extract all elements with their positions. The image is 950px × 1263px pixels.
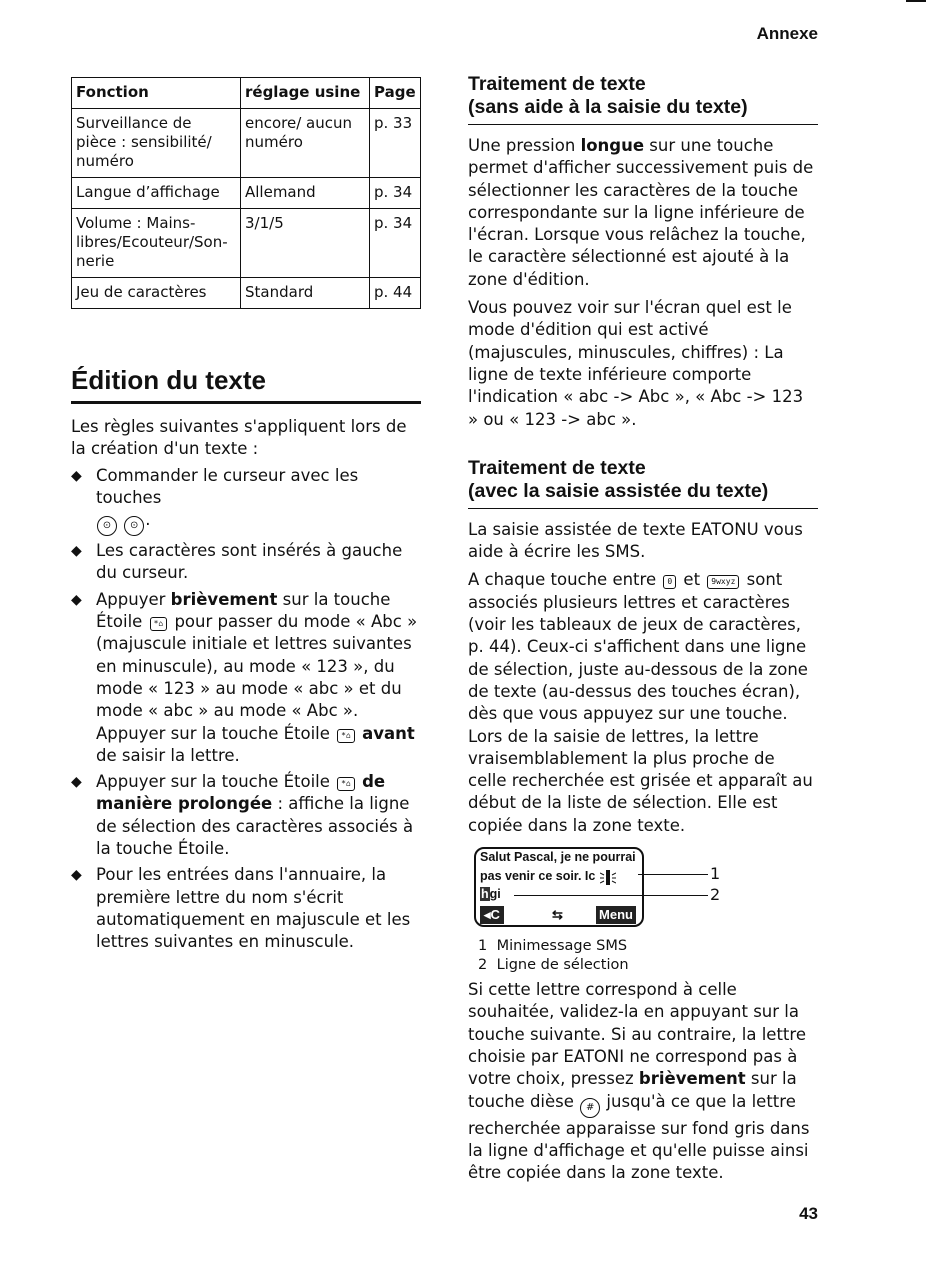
bullet-bold: de manière prolongée: [96, 772, 386, 814]
diamond-bullet-icon: ◆: [71, 591, 82, 608]
legend-number: 2: [478, 957, 488, 974]
table-header-row: [72, 78, 421, 109]
bullet-text: : affiche la ligne de sélection des caractères associés à la touche Étoile.: [96, 794, 414, 859]
section-title-no-assist: [468, 73, 818, 125]
page-number: 43: [799, 1204, 818, 1223]
table-cell: p. 44: [370, 278, 421, 309]
blinking-cursor-icon: [600, 870, 616, 885]
table-cell: Volume : Mains-libres/Ecouteur/Son-nerie: [72, 209, 241, 278]
callout-line-1: [638, 874, 708, 875]
paragraph: Vous pouvez voir sur l'écran quel est le mode d'édition qui est activé (majuscules, minuscules, chiffres) : La ligne de texte inférieure comporte l'indication « abc -> Abc », « Abc -> 123 » ou « 123 -> abc ».: [468, 298, 804, 429]
toggle-arrows-icon: ⇆: [552, 907, 563, 923]
legend-item: [478, 956, 818, 975]
text-run: jusqu'à ce que la lettre recherchée apparaisse sur fond gris dans la ligne d'affichage et qu'elle puisse ainsi être copiée dans la zone texte.: [468, 1091, 810, 1183]
diamond-bullet-icon: ◆: [71, 467, 82, 484]
title-line: Traitement de texte: [468, 456, 646, 479]
text-run: sont associés plusieurs lettres et caractères (voir les tableaux de jeux de caractères, p. 44). Ceux-ci s'affichent dans une ligne de sélection, juste au-dessous de la zone de texte (au-dessus des touches écran), dès que vous appuyez sur une touche. Lors de la saisie de lettres, la lettre vraisemblablement la plus proche de celle recherchée est grisée et apparaît au début de la liste de sélection. Elle est copiée dans la zone texte.: [468, 570, 813, 835]
title-line: Traitement de texte: [468, 73, 646, 95]
table-row: [72, 109, 421, 178]
table-cell: Standard: [241, 278, 370, 309]
bullet-text-end: .: [145, 510, 151, 530]
table-cell: 3/1/5: [241, 209, 370, 278]
figure-legend: [478, 937, 818, 975]
text-run: Si cette lettre correspond à celle souhaitée, validez-la en appuyant sur la touche suivante. Si au contraire, la lettre choisie par EATONI ne correspond pas à votre choix, pressez: [468, 980, 806, 1089]
handset-screen-figure: [474, 847, 818, 931]
table-cell: encore/ aucun numéro: [241, 109, 370, 178]
settings-table: [71, 77, 421, 309]
bullet-bold: brièvement: [170, 589, 278, 609]
table-cell: p. 34: [370, 178, 421, 209]
section-title-assist: [468, 457, 818, 509]
selection-candidates: gi: [489, 887, 501, 902]
hash-key-icon: #: [580, 1098, 600, 1118]
table-cell: Jeu de caractères: [72, 278, 241, 309]
handset-display: [474, 847, 644, 927]
list-item: [71, 540, 421, 585]
legend-item: [478, 937, 818, 956]
right-column: [468, 73, 818, 1184]
list-item: [71, 771, 421, 860]
table-cell: Surveillance de pièce : sensibilité/ numéro: [72, 109, 241, 178]
selected-letter: h: [481, 887, 489, 902]
bullet-text: Appuyer: [96, 589, 171, 609]
nav-key-up-icon: ⊙: [97, 516, 117, 536]
star-key-icon: *⌂: [337, 777, 355, 791]
corner-mark: [906, 0, 926, 2]
table-cell: Langue d’affichage: [72, 178, 241, 209]
table-header: Page: [370, 78, 421, 109]
legend-label: Minimessage SMS: [496, 938, 628, 955]
selection-line: [480, 887, 501, 901]
list-item: [71, 465, 421, 537]
left-column: [71, 77, 421, 958]
bullet-text: de saisir la lettre.: [96, 745, 240, 765]
bullet-text: Les caractères sont insérés à gauche du curseur.: [96, 541, 403, 583]
edition-rules-list: [71, 465, 421, 954]
bullet-text: Pour les entrées dans l'annuaire, la première lettre du nom s'écrit automatiquement en majuscule et les lettres suivantes en minuscule.: [96, 865, 411, 952]
title-line: (avec la saisie assistée du texte): [468, 479, 769, 502]
text-run: sur la touche dièse: [468, 1069, 797, 1111]
table-cell: Allemand: [241, 178, 370, 209]
table-header: réglage usine: [241, 78, 370, 109]
nav-key-down-icon: ⊙: [124, 516, 144, 536]
title-line: (sans aide à la saisie du texte): [468, 96, 748, 118]
star-key-icon: *⌂: [150, 617, 168, 631]
text-run: et: [678, 570, 706, 590]
text-run: sur une touche permet d'afficher successivement puis de sélectionner les caractères de la touche correspondante sur la ligne inférieure de l'écran. Lorsque vous relâchez la touche, le caractère sélectionné est ajouté à la zone d'édition.: [468, 136, 814, 289]
table-header: Fonction: [72, 78, 241, 109]
text-run: Une pression: [468, 136, 581, 155]
legend-number: 1: [478, 938, 488, 955]
display-line-2: pas venir ce soir. Ic: [480, 869, 596, 884]
section-header: Annexe: [756, 24, 818, 43]
list-item: [71, 864, 421, 953]
diamond-bullet-icon: ◆: [71, 774, 82, 791]
zero-key-icon: 0: [663, 575, 676, 589]
paragraph: [468, 135, 818, 291]
nine-key-icon: 9wxyz: [707, 575, 739, 589]
edition-intro: Les règles suivantes s'appliquent lors de la création d'un texte :: [71, 417, 407, 459]
bold-run: longue: [580, 136, 645, 155]
delete-softkey: ◂C: [480, 906, 504, 924]
callout-number-2: 2: [710, 885, 721, 905]
bold-run: brièvement: [638, 1069, 746, 1089]
softkey-bar: [476, 905, 642, 925]
diamond-bullet-icon: ◆: [71, 543, 82, 560]
table-row: [72, 209, 421, 278]
callout-line-2: [514, 895, 708, 896]
legend-label: Ligne de sélection: [496, 957, 629, 974]
menu-softkey: Menu: [596, 906, 636, 924]
display-line-1: Salut Pascal, je ne pourrai: [480, 850, 636, 865]
bullet-bold: avant: [362, 723, 415, 743]
bullet-text: Appuyer sur la touche Étoile: [96, 772, 336, 792]
diamond-bullet-icon: ◆: [71, 867, 82, 884]
bullet-text: pour passer du mode « Abc » (majuscule initiale et lettres suivantes en minuscule), au mode « 123 », du mode « 123 » au mode « abc » et du mode « abc » au mode « Abc ». Appuyer sur la touche Étoile: [96, 612, 418, 743]
table-cell: p. 34: [370, 209, 421, 278]
table-row: [72, 278, 421, 309]
paragraph: [468, 569, 818, 837]
table-cell: p. 33: [370, 109, 421, 178]
table-row: [72, 178, 421, 209]
paragraph: La saisie assistée de texte EATONU vous aide à écrire les SMS.: [468, 519, 803, 562]
edition-title: Édition du texte: [71, 365, 421, 404]
text-run: A chaque touche entre: [468, 570, 662, 590]
paragraph: [468, 979, 818, 1184]
star-key-icon: *⌂: [337, 729, 355, 743]
bullet-text: Commander le curseur avec les touches: [96, 465, 359, 507]
bullet-text: sur la touche Étoile: [96, 589, 391, 632]
list-item: [71, 589, 421, 767]
callout-number-1: 1: [710, 864, 721, 884]
